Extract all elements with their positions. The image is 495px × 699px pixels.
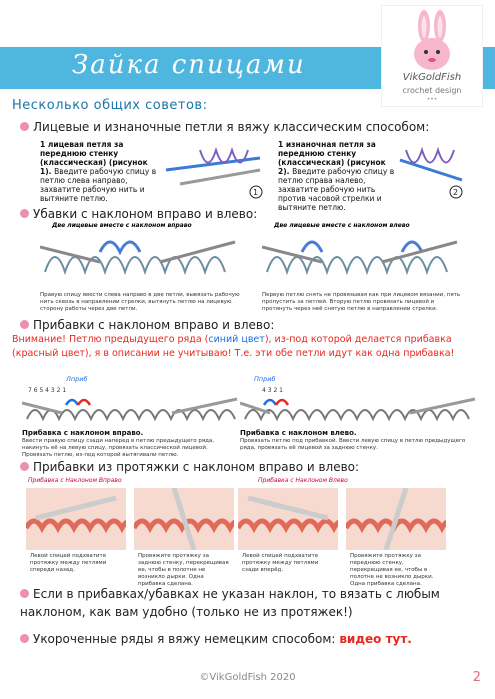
- stitch-numbers-left: 7 6 5 4 3 2 1: [28, 387, 67, 394]
- caption-step-2: Провяжите протяжку за заднюю стенку, перекрещивая ее, чтобы в полотне не возникло дырки. Одна прибавка сделана.: [138, 553, 229, 587]
- bullet-dot-icon: [20, 462, 29, 471]
- increase-right-diagram: [22, 395, 242, 427]
- caption-step-1: Левой спицей подхватите протяжку между петлями спереди назад.: [30, 553, 107, 573]
- tag-increase-left: Прибавка с Наклоном Влево: [258, 477, 348, 484]
- knit-stitch-diagram: [160, 140, 268, 200]
- caption-step-3: Левой спицей подхватите протяжку между петлями сзади вперёд.: [242, 553, 319, 573]
- page-number: 2: [472, 670, 481, 685]
- photo-step-2: [134, 488, 234, 550]
- figure-increase-left: [240, 375, 480, 455]
- bunny-logo-icon: [408, 10, 456, 72]
- stitch-numbers-right: 4 3 2 1: [262, 387, 283, 394]
- increase-left-diagram: [240, 395, 480, 427]
- bullet-lifted-increases: Прибавки из протяжки с наклоном вправо и влево:: [20, 460, 359, 474]
- bullet-decreases: Убавки с наклоном вправо и влево:: [20, 207, 257, 221]
- increase-left-text: Провязать петлю под прибавкой. Ввести левую спицу в петлю предыдущего ряда, провязать её лицевой за заднюю стенку.: [240, 438, 466, 451]
- photo-step-3: [238, 488, 338, 550]
- figure-increase-right: [22, 375, 242, 458]
- increase-right-text: Ввести правую спицу сзади наперед в петлю предыдущего ряда, накинуть её на левую спицу, провязать классической лицевой. Провязать петлю, из-под которой вытягивали петлю.: [22, 438, 215, 458]
- bullet-dot-icon: [20, 209, 29, 218]
- knitting-photo-1: [26, 488, 126, 550]
- logo-dots: •••: [426, 96, 438, 103]
- footer-copyright: ©VikGoldFish 2020: [199, 672, 296, 683]
- figure-knit-purl: [28, 138, 468, 212]
- bullet-dot-icon: [20, 634, 29, 643]
- photo-step-1: [26, 488, 126, 550]
- bullet-short-rows: Укороченные ряды я вяжу немецким способом: видео тут.: [20, 632, 412, 646]
- section-title: Несколько общих советов:: [12, 98, 208, 113]
- knitting-photo-3: [238, 488, 338, 550]
- purl-stitch-diagram: [396, 140, 466, 200]
- photo-step-4: [346, 488, 446, 550]
- knitting-photo-2: [134, 488, 234, 550]
- decrease-right-diagram: [40, 232, 240, 290]
- decrease-left-title: Две лицевые вместе с наклоном влево: [274, 222, 410, 229]
- knit-caption: 1 лицевая петля за переднюю стенку (классическая) (рисунок 1). Введите рабочую спицу в петлю слева направо, захватите рабочую нить и вытяните петлю.: [40, 140, 157, 203]
- purl-caption: 1 изнаночная петля за переднюю стенку (классическая) (рисунок 2). Введите рабочую спицу в петлю справа налево, захватите рабочую нить против часовой стрелки и вытяните петлю.: [278, 140, 395, 212]
- bullet-any-slant: Если в прибавках/убавках не указан наклон, то вязать с любым наклоном, как вам удобно (только не из протяжек!): [20, 587, 440, 619]
- decrease-right-text: Правую спицу ввести слева направо в две петли, вывязать рабочую нить сквозь в направлении стрелки, вытянуть петлю на лицевую сторону работы через две петли.: [40, 292, 240, 312]
- bullet-dot-icon: [20, 320, 29, 329]
- decrease-left-text: Первую петлю снять не провязывая как при лицевом вязании, пять пропустить за петлей. Вторую петлю провязать лицевой и протянуть через неё снятую петлю в направлении стрелки.: [262, 292, 461, 312]
- increase-left-label: Лприб: [66, 375, 88, 383]
- page-title: Зайка спицами: [72, 50, 306, 80]
- caption-step-4: Провяжите протяжку за переднюю стенку, перекрещивая ее, чтобы в полотне не возникло дырки. Одна прибавка сделана.: [350, 553, 434, 587]
- increase-left-caption: Прибавка с наклоном влево.: [240, 429, 357, 437]
- tag-increase-right: Прибавка с Наклоном Вправо: [28, 477, 122, 484]
- increase-right-label: Пприб: [254, 375, 276, 383]
- logo-subtitle: crochet design: [402, 86, 462, 95]
- bullet-dot-icon: [20, 589, 29, 598]
- logo: [382, 6, 482, 106]
- knitting-photo-4: [346, 488, 446, 550]
- logo-name: VikGoldFish: [402, 72, 462, 83]
- svg-text:1: 1: [253, 188, 259, 197]
- bullet-dot-icon: [20, 122, 29, 131]
- svg-text:2: 2: [453, 188, 459, 197]
- decrease-left-diagram: [262, 232, 462, 290]
- figure-decrease-left: [262, 222, 462, 314]
- warning-note: Внимание! Петлю предыдущего ряда (синий цвет), из-под которой делается прибавка (красный цвет), я в описании не учитываю! Т.е. эти обе петли идут как одна прибавка!: [12, 334, 455, 359]
- figure-decrease-right: [40, 222, 240, 314]
- bullet-knit-purl: Лицевые и изнаночные петли я вяжу классическим способом:: [20, 120, 429, 134]
- bullet-increases: Прибавки с наклоном вправо и влево:: [20, 318, 274, 332]
- video-link[interactable]: видео тут.: [339, 632, 412, 646]
- increase-right-caption: Прибавка с наклоном вправо.: [22, 429, 144, 437]
- decrease-right-title: Две лицевые вместе с наклоном вправо: [52, 222, 192, 229]
